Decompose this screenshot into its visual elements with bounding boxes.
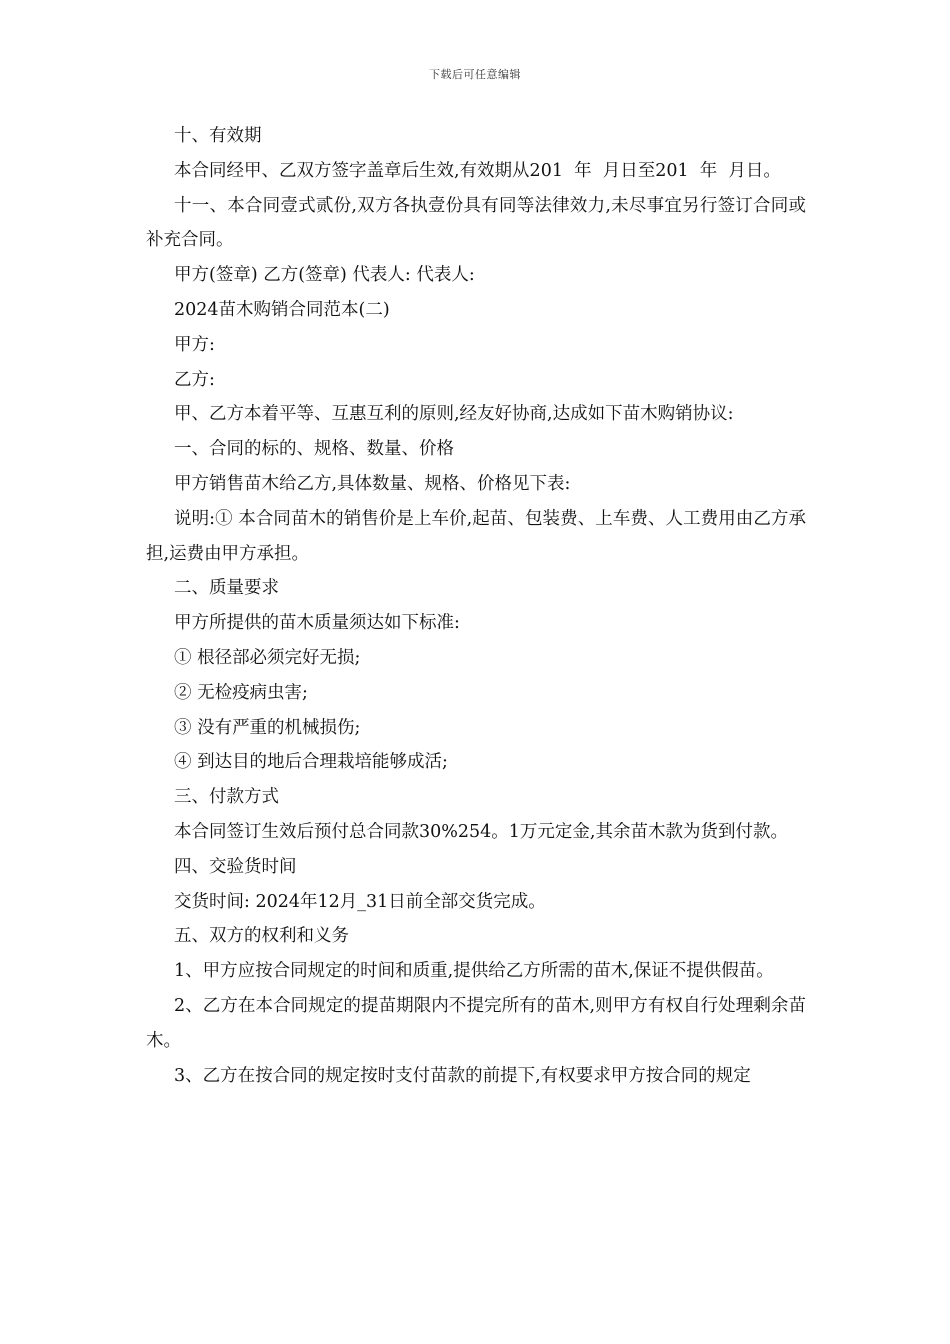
quality-item-1: ① 根径部必须完好无损; bbox=[174, 647, 361, 668]
section-heading-quality: 二、质量要求 bbox=[174, 578, 279, 599]
section-heading-subject: 一、合同的标的、规格、数量、价格 bbox=[174, 439, 454, 460]
paragraph-delivery: 交货时间: 2024年12月_31日前全部交货完成。 bbox=[174, 891, 546, 912]
section-heading-delivery: 四、交验货时间 bbox=[174, 856, 297, 877]
contract-title: 2024苗木购销合同范本(二) bbox=[174, 299, 390, 320]
quality-item-2: ② 无检疫病虫害; bbox=[174, 682, 308, 703]
rights-item-1: 1、甲方应按合同规定的时间和质重,提供给乙方所需的苗木,保证不提供假苗。 bbox=[174, 961, 774, 982]
paragraph-validity-period: 本合同经甲、乙双方签字盖章后生效,有效期从201 年 月日至201 年 月日。 bbox=[174, 160, 781, 181]
section-heading-payment: 三、付款方式 bbox=[174, 787, 279, 808]
rights-item-2: 2、乙方在本合同规定的提苗期限内不提完所有的苗木,则甲方有权自行处理剩余苗木。 bbox=[146, 995, 806, 1051]
paragraph-copies: 十一、本合同壹式贰份,双方各执壹份具有同等法律效力,未尽事宜另行签订合同或补充合同。 bbox=[146, 195, 806, 251]
paragraph-subject: 甲方销售苗木给乙方,具体数量、规格、价格见下表: bbox=[174, 473, 571, 494]
paragraph-quality-intro: 甲方所提供的苗木质量须达如下标准: bbox=[174, 613, 460, 634]
signature-line: 甲方(签章) 乙方(签章) 代表人: 代表人: bbox=[174, 265, 475, 286]
party-a-label: 甲方: bbox=[174, 334, 215, 355]
paragraph-payment: 本合同签订生效后预付总合同款30%254。1万元定金,其余苗木款为货到付款。 bbox=[174, 821, 788, 842]
page-header-note: 下载后可任意编辑 bbox=[429, 68, 521, 81]
section-heading-validity: 十、有效期 bbox=[174, 126, 262, 146]
contract-body bbox=[146, 119, 806, 1093]
section-heading-rights: 五、双方的权利和义务 bbox=[174, 926, 349, 947]
paragraph-preamble: 甲、乙方本着平等、互惠互利的原则,经友好协商,达成如下苗木购销协议: bbox=[174, 404, 734, 425]
quality-item-4: ④ 到达目的地后合理栽培能够成活; bbox=[174, 752, 448, 773]
quality-item-3: ③ 没有严重的机械损伤; bbox=[174, 717, 361, 738]
paragraph-price-note: 说明:① 本合同苗木的销售价是上车价,起苗、包装费、上车费、人工费用由乙方承担,运费由甲方承担。 bbox=[146, 508, 806, 564]
party-b-label: 乙方: bbox=[174, 369, 215, 390]
rights-item-3: 3、乙方在按合同的规定按时支付苗款的前提下,有权要求甲方按合同的规定 bbox=[174, 1065, 751, 1086]
